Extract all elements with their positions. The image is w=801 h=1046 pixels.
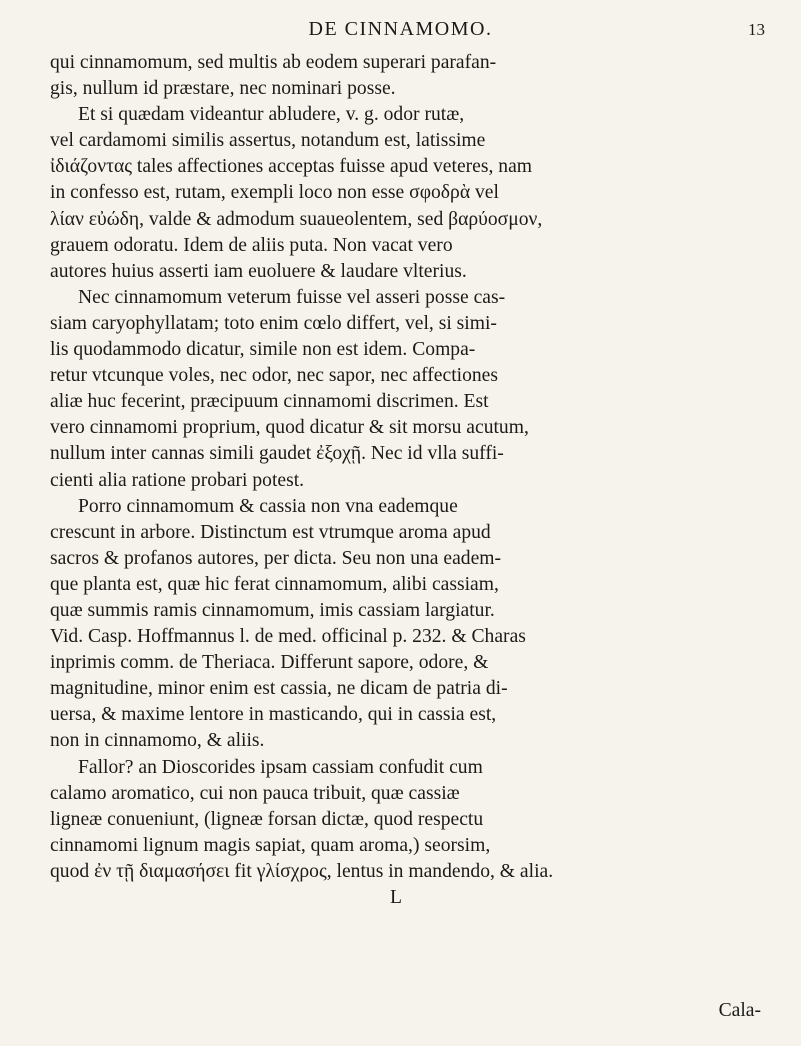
text-line: ligneæ conueniunt, (ligneæ forsan dictæ, quod respectu [50,808,484,830]
text-line: inprimis comm. de Theriaca. Differunt sapore, odore, & [50,652,489,674]
text-line: Porro cinnamomum & cassia non vna eademque [78,495,458,517]
text-line: calamo aromatico, cui non pauca tribuit, quæ cassiæ [50,782,460,804]
text-line: vero cinnamomi proprium, quod dicatur & sit morsu acutum, [50,417,529,439]
text-line: λίαν εὐώδη, valde & admodum suaueolentem, sed βαρύοσμον, [50,208,543,230]
text-line: cinnamomi lignum magis sapiat, quam aroma,) seorsim, [50,834,491,856]
text-line: uersa, & maxime lentore in masticando, qui in cassia est, [50,704,497,726]
text-line: retur vtcunque voles, nec odor, nec sapor, nec affectiones [50,365,498,387]
text-line: vel cardamomi similis assertus, notandum est, latissime [50,130,486,152]
text-line: crescunt in arbore. Distinctum est vtrumque aroma apud [50,521,491,543]
text-line: nullum inter cannas simili gaudet ἐξοχῇ. Nec id vlla suffi- [50,443,504,465]
text-line: in confesso est, rutam, exempli loco non esse σφοδρὰ vel [50,182,499,204]
text-line: Fallor? an Dioscorides ipsam cassiam confudit cum [78,756,483,778]
text-line: grauem odoratu. Idem de aliis puta. Non vacat vero [50,234,453,256]
text-line: sacros & profanos autores, per dicta. Seu non una eadem- [50,547,502,569]
text-line: lis quodammodo dicatur, simile non est idem. Compa- [50,339,476,361]
running-title: DE CINNAMOMO. [308,18,493,40]
catchword: Cala- [718,1000,761,1021]
running-head [0,14,801,44]
text-line: qui cinnamomum, sed multis ab eodem superari parafan- [50,52,497,73]
text-line: siam caryophyllatam; toto enim cœlo differt, vel, si simi- [50,312,497,334]
text-line: non in cinnamomo, & aliis. [50,730,265,752]
text-line: magnitudine, minor enim est cassia, ne dicam de patria di- [50,678,508,700]
text-line: Nec cinnamomum veterum fuisse vel asseri posse cas- [78,286,506,308]
text-line: cienti alia ratione probari potest. [50,469,305,491]
text-line: ἰδιάζοντας tales affectiones acceptas fuisse apud veteres, nam [50,156,533,178]
text-line: autores huius asserti iam euoluere & laudare vlterius. [50,260,467,282]
signature-mark: L [390,887,402,908]
text-line: gis, nullum id præstare, nec nominari posse. [50,78,396,100]
text-line: quæ summis ramis cinnamomum, imis cassiam largiatur. [50,599,495,621]
text-line: aliæ huc fecerint, præcipuum cinnamomi discrimen. Est [50,391,489,413]
text-line: que planta est, quæ hic ferat cinnamomum, alibi cassiam, [50,573,499,595]
text-body [50,50,772,911]
text-line: quod ἐν τῇ διαμασήσει fit γλίσχρος, lentus in mandendo, & alia. [50,860,554,882]
page-number: 13 [748,20,765,39]
text-line: Vid. Casp. Hoffmannus l. de med. officinal p. 232. & Charas [50,626,526,648]
text-line: Et si quædam videantur abludere, v. g. odor rutæ, [78,104,465,126]
